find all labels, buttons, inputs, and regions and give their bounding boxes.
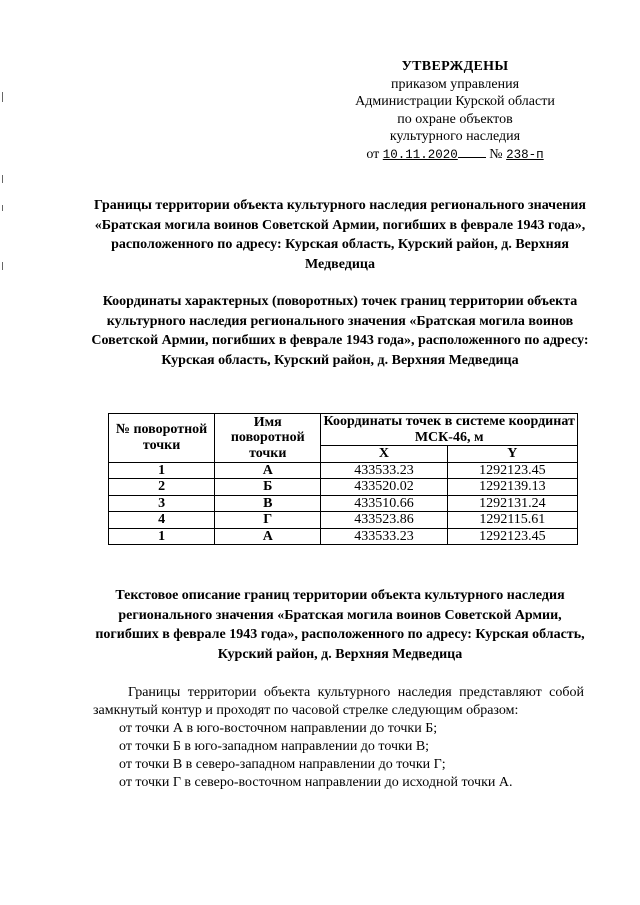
header-point-number: № поворотной точки xyxy=(109,414,215,463)
description-intro: Границы территории объекта культурного наследия представляют собой замкнутый контур и проходят по часовой стрелке следующим образом: xyxy=(93,685,584,718)
coordinates-table xyxy=(108,413,578,545)
approval-line: приказом управления xyxy=(390,76,520,92)
coord-x: 433523.86 xyxy=(321,512,447,529)
description-step: от точки Г в северо-восточном направлении до исходной точки А. xyxy=(119,775,513,790)
point-number: 3 xyxy=(109,495,215,512)
approval-line: культурного наследия xyxy=(389,129,521,144)
point-number: 1 xyxy=(109,528,215,545)
table-row xyxy=(109,495,578,512)
point-number: 1 xyxy=(109,462,215,479)
approval-heading: УТВЕРЖДЕНЫ xyxy=(401,59,509,74)
table-row xyxy=(109,479,578,496)
point-name: В xyxy=(215,495,321,512)
borders-title: Границы территории объекта культурного наследия регионального значения «Братская могила воинов Советской Армии, погибших в феврале 1943 года», расположенного по адресу: Курская область, Курский район, д. Верхняя Медведица xyxy=(93,198,586,272)
blank-underline xyxy=(458,146,486,158)
coord-x: 433510.66 xyxy=(321,495,447,512)
table-row xyxy=(109,512,578,529)
coord-y: 1292115.61 xyxy=(447,512,577,529)
approval-line: по охране объектов xyxy=(397,111,513,127)
coord-y: 1292139.13 xyxy=(447,479,577,496)
header-coordinates: Координаты точек в системе координат МСК-46, м xyxy=(321,414,578,446)
coord-y: 1292123.45 xyxy=(447,462,577,479)
coord-y: 1292131.24 xyxy=(447,495,577,512)
scan-margin-mark xyxy=(2,92,3,102)
coord-x: 433533.23 xyxy=(321,462,447,479)
point-number: 2 xyxy=(109,479,215,496)
description-title: Текстовое описание границ территории объекта культурного наследия регионального значения «Братская могила воинов Советской Армии, погибших в феврале 1943 года», расположенного по адресу: Курская область, Курский район, д. Верхняя Медведица xyxy=(95,588,585,662)
order-number-prefix: № xyxy=(489,146,503,162)
coord-y: 1292123.45 xyxy=(447,528,577,545)
point-name: А xyxy=(215,462,321,479)
order-prefix: от xyxy=(366,146,380,162)
coordinates-title: Координаты характерных (поворотных) точек границ территории объекта культурного наследия регионального значения «Братская могила воинов Советской Армии, погибших в феврале 1943 года», расположенного по адресу: Курская область, Курский район, д. Верхняя Медведица xyxy=(91,294,589,368)
table-row xyxy=(109,462,578,479)
order-line xyxy=(330,146,580,165)
approval-block xyxy=(330,58,580,164)
description-body xyxy=(93,684,584,792)
coord-x: 433533.23 xyxy=(321,528,447,545)
header-y: Y xyxy=(447,446,577,463)
scan-margin-mark xyxy=(2,205,3,211)
point-name: А xyxy=(215,528,321,545)
order-date: 10.11.2020 xyxy=(382,147,458,162)
order-number: 238-п xyxy=(506,147,544,162)
scan-margin-mark xyxy=(2,175,3,183)
coord-x: 433520.02 xyxy=(321,479,447,496)
header-point-name: Имя поворотной точки xyxy=(215,414,321,463)
scan-margin-mark xyxy=(2,262,3,270)
header-x: X xyxy=(321,446,447,463)
table-row xyxy=(109,528,578,545)
point-name: Г xyxy=(215,512,321,529)
point-name: Б xyxy=(215,479,321,496)
description-step: от точки Б в юго-западном направлении до точки В; xyxy=(119,739,430,754)
approval-line: Администрации Курской области xyxy=(355,94,555,109)
description-step: от точки В в северо-западном направлении до точки Г; xyxy=(119,757,446,772)
description-step: от точки А в юго-восточном направлении до точки Б; xyxy=(119,721,438,736)
point-number: 4 xyxy=(109,512,215,529)
